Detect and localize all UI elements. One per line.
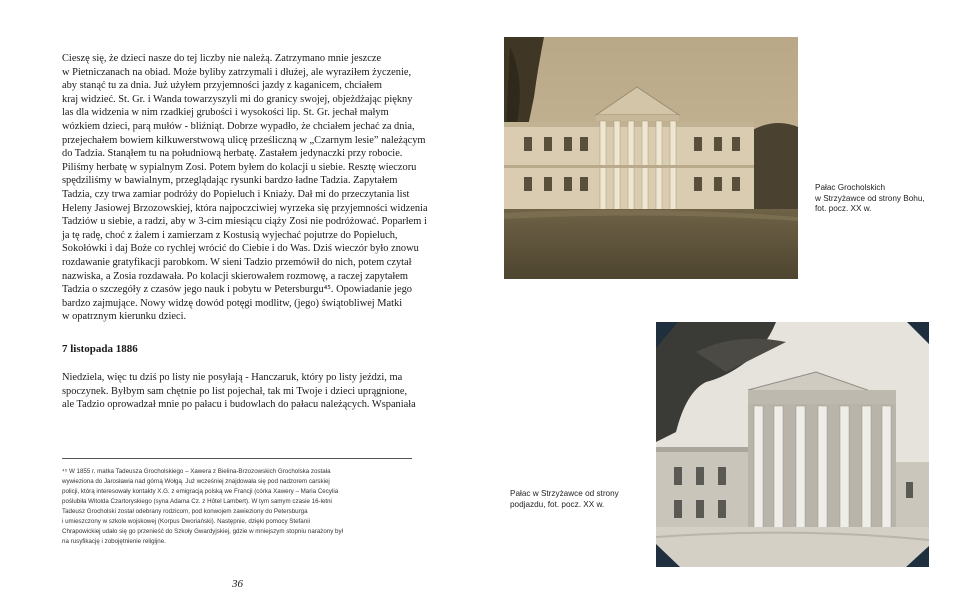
footnote-line: Tadeusz Grocholski został odebrany rodzicom, pod konwojem zawieziony do Petersburga <box>62 508 308 515</box>
text-line: ale Tadzio oprowadzał mnie po pałacu i budowlach do pałacu należących. Wspaniała <box>62 399 416 411</box>
text-line: do Tadzia. Stanąłem tu na południową herbatę. Zastałem jedynaczki przy robocie. <box>62 148 403 160</box>
text-line: Piliśmy herbatę w sypialnym Zosi. Potem byłem do kolacji u siebie. Resztę wieczoru <box>62 161 417 173</box>
text-line: Tadzia, czy trwa zamiar podróży do Popieluch i Kniaży. Dał mi do przeczytania list <box>62 188 410 200</box>
caption-river-side <box>815 183 925 215</box>
palace-river-image <box>504 37 798 279</box>
text-line: rozdawanie gratyfikacji parobkom. W sieni Tadzio przemówił do nich, potem czytał <box>62 256 412 268</box>
caption-line: w Strzyżawce od strony Bohu, <box>815 193 925 203</box>
palace-photo-river-side <box>504 37 798 279</box>
main-text <box>62 52 428 324</box>
text-line: aby stanąć tu za dnia. Już użyłem przyjemności jazdy z kaganicem, chciałem <box>62 80 382 92</box>
caption-line: Pałac w Strzyżawce od strony <box>510 489 619 498</box>
caption-line: Pałac Grocholskich <box>815 183 886 192</box>
text-line: ja tę radę, choć z żalem i zamierzam z Kostusią wyjechać pojutrze do Popieluch, <box>62 229 398 241</box>
text-line: wózkiem dzieci, parą mułów - bliźniąt. Dobrze wypadło, że chciałem jechać za dnia, <box>62 120 415 132</box>
text-line: Cieszę się, że dzieci nasze do tej liczby nie należą. Zatrzymano mnie jeszcze <box>62 53 382 64</box>
text-line: nazwiska, a Zosia rozdawała. Po kolacji skierowałem rozmowę, a raczej zapytałem <box>62 270 408 282</box>
footnote-line: poślubiła Witolda Czartoryskiego (syna Adama Cz. z Hôtel Lambert). W tym samym czasie 16-letni <box>62 498 332 505</box>
text-line: Heleny Jasiowej Brzozowskiej, która najpoczciwiej wyrzeka się przyjemności widzenia <box>62 202 428 214</box>
footnote-line: i umieszczony w szkole wojskowej (Korpus Dworiański). Następnie, dzięki pomocy Stefanii <box>62 518 310 525</box>
text-line: w Pietniczanach na obiad. Może byliby zatrzymali i dłużej, ale wyraziłem życzenie, <box>62 66 412 78</box>
caption-driveway <box>510 489 619 510</box>
palace-driveway-image <box>656 322 929 567</box>
text-line: w opatrznym kierunku dzieci. <box>62 311 187 323</box>
text-line: Niedziela, więc tu dziś po listy nie posyłają - Hanczaruk, który po listy jeździ, ma <box>62 372 403 383</box>
text-line: Tadziów u siebie, a radzi, aby w 3-cim miesiącu ciąży Zosi nie podróżować. Poparłem i <box>62 216 427 228</box>
footnote <box>62 467 412 547</box>
footnote-divider <box>62 458 412 459</box>
text-line: kraj widzieć. St. Gr. i Wanda towarzyszyli mi do granicy swojej, objeżdżając piękny <box>62 93 413 105</box>
text-line: przejechałem bowiem kilkuwerstwową ulicę prześliczną w „Czarnym lesie” należącym <box>62 134 426 146</box>
text-line: Tadzia o szczegóły z czasów jego nauk i pobytu w Petersburgu⁴⁵. Opowiadanie jego <box>62 284 412 296</box>
footnote-line: wywieziona do Jarosławia nad górną Wołgą. Już wcześniej znajdowała się pod nadzorem carskiej <box>62 478 330 485</box>
text-line: bardzo zajmujące. Nowy widzę dowód potęgi modlitw, (jego) świątobliwej Matki <box>62 297 403 309</box>
text-line: spoczynek. Byłbym sam chętnie po list pojechał, tak mi Twoje i dzieci uprągnione, <box>62 385 408 397</box>
date-heading: 7 listopada 1886 <box>62 343 138 355</box>
footnote-line: ⁴⁵ W 1855 r. matka Tadeusza Grocholskiego – Xawera z Bielina-Brzozowskich Grocholska została <box>62 468 331 475</box>
second-paragraph <box>62 371 416 412</box>
footnote-line: Chrapowickiej udało się go przenieść do Szkoły Gwardyjskiej, gdzie w mniejszym stopniu narażony był <box>62 528 343 535</box>
palace-photo-driveway <box>656 322 929 567</box>
page-number: 36 <box>232 578 243 590</box>
text-line: las dla widzenia w nim rzadkiej grubości i wysokości lip. St. Gr. jechał małym <box>62 107 389 119</box>
text-line: spędziliśmy w bawialnym, przeglądając rysunki bardzo ładne Tadzia. Zapytałem <box>62 175 398 187</box>
caption-line: fot. pocz. XX w. <box>815 204 872 213</box>
footnote-line: policji, którą interesowały kontakty X.G. z emigracją polską we Francji (córka Xawery – Maria Cecylia <box>62 488 339 495</box>
footnote-line: na rusyfikację i zobojętnienie religijne. <box>62 538 166 545</box>
text-line: Sokołówki i daj Boże co rychlej wrócić do Ciebie i do Was. Dziś wieczór było znowu <box>62 243 419 255</box>
caption-line: podjazdu, fot. pocz. XX w. <box>510 499 605 509</box>
